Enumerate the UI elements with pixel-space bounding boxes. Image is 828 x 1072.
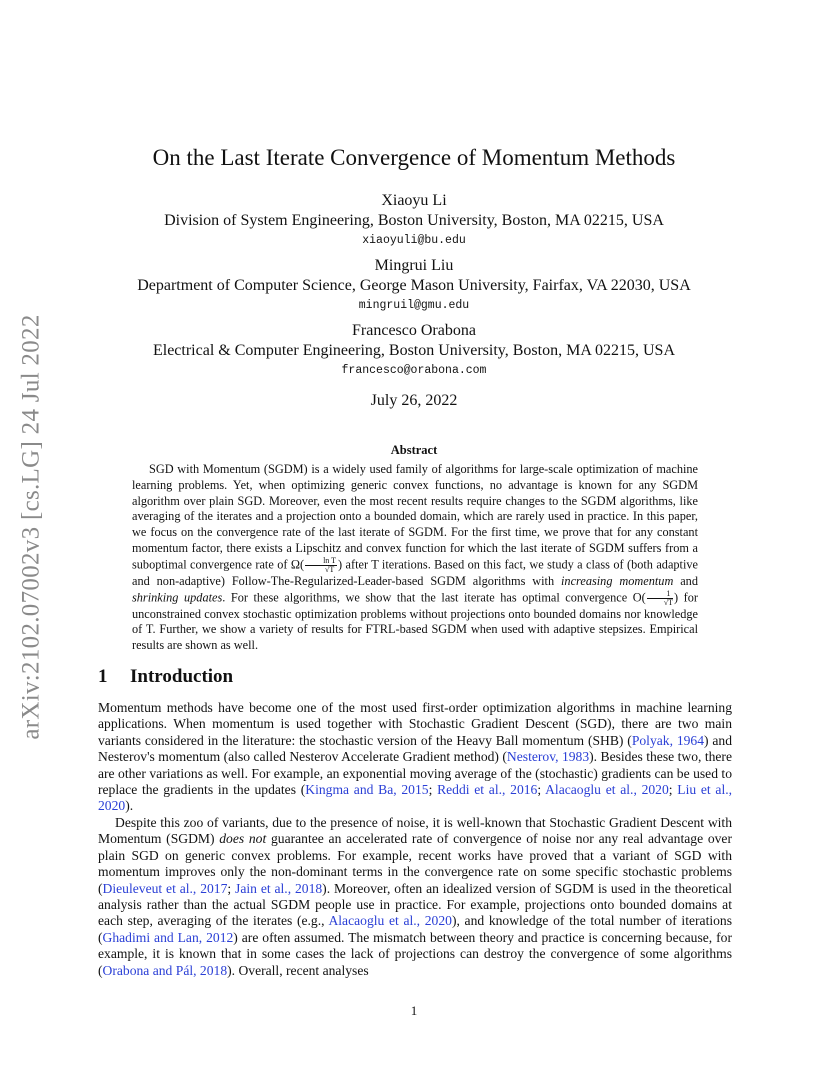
citation-link[interactable]: Orabona and Pál, 2018 <box>102 962 228 978</box>
citation-link[interactable]: Liu et al., 2020 <box>98 782 733 814</box>
author-affiliation: Electrical & Computer Engineering, Boston University, Boston, MA 02215, USA <box>152 342 676 359</box>
abstract-heading: Abstract <box>390 443 438 457</box>
author-name: Xiaoyu Li <box>381 192 447 209</box>
citation-link[interactable]: Reddi et al., 2016 <box>437 782 538 798</box>
paper-title: On the Last Iterate Convergence of Momentum Methods <box>152 145 676 170</box>
section-heading-introduction: 1 Introduction <box>98 666 234 687</box>
citation-link[interactable]: Polyak, 1964 <box>631 732 705 748</box>
citation-link[interactable]: Kingma and Ba, 2015 <box>305 782 429 798</box>
author-email[interactable]: xiaoyuli@bu.edu <box>362 234 466 247</box>
citation-link[interactable]: Jain et al., 2018 <box>235 880 323 896</box>
citation-link[interactable]: Alacaoglu et al., 2020 <box>545 782 669 798</box>
citation-link[interactable]: Alacaoglu et al., 2020 <box>328 913 452 929</box>
page-number: 1 <box>410 1003 418 1018</box>
citation-link[interactable]: Ghadimi and Lan, 2012 <box>102 929 234 945</box>
paper-date: July 26, 2022 <box>370 392 458 409</box>
intro-paragraph-1: Momentum methods have become one of the most used first-order optimization algorithms in machine learning applications. When momentum is used together with Stochastic Gradient Descent (SGD), there are two main variants considered in the literature: the stochastic version of the Heavy Ball momentum (SHB) (Polyak, 1964) and Nesterov's momentum (also called Nesterov Accelerate Gradient method) (Nesterov, 1983). Besides these two, there are other variations as well. For example, an exponential moving average of the (stochastic) gradients can be used to replace the gradients in the updates (Kingma and Ba, 2015; Reddi et al., 2016; Alacaoglu et al., 2020; Liu et al., 2020). <box>98 700 733 814</box>
author-email[interactable]: francesco@orabona.com <box>341 364 487 377</box>
arxiv-identifier: arXiv:2102.07002v3 [cs.LG] 24 Jul 2022 <box>18 314 45 740</box>
intro-paragraph-2: Despite this zoo of variants, due to the presence of noise, it is well-known that Stochastic Gradient Descent with Momentum (SGDM) does not guarantee an accelerated rate of convergence of noise nor any real advantage over plain SGD on generic convex problems. For example, recent works have proved that a variant of SGD with momentum improves only the non-dominant terms in the convergence rate on some specific stochastic problems (Dieuleveut et al., 2017; Jain et al., 2018). Moreover, often an idealized version of SGDM is used in the theoretical analysis rather than the actual SGDM people use in practice. For example, projections onto bounded domains at each step, averaging of the iterates (e.g., Alacaoglu et al., 2020), and knowledge of the total number of iterations (Ghadimi and Lan, 2012) are often assumed. The mismatch between theory and practice is concerning because, for example, it is known that in some cases the lack of projections can destroy the convergence of some algorithms (Orabona and Pál, 2018). Overall, recent analyses <box>98 815 733 978</box>
author-name: Francesco Orabona <box>352 322 476 339</box>
author-email[interactable]: mingruil@gmu.edu <box>358 299 470 312</box>
author-name: Mingrui Liu <box>374 257 454 274</box>
abstract-text: SGD with Momentum (SGDM) is a widely used family of algorithms for large-scale optimization of machine learning problems. Yet, when optimizing generic convex functions, no advantage is known for any SGDM algorithm over plain SGD. Moreover, even the most recent results require changes to the SGDM algorithms, like averaging of the iterates and a projection onto a bounded domain, which are rarely used in practice. In this paper, we focus on the convergence rate of the last iterate of SGDM. For the first time, we prove that for any constant momentum factor, there exists a Lipschitz and convex function for which the last iterate of SGDM suffers from a suboptimal convergence rate of Ω( $\frac{\text{ln T}}{√T}$ ) after T iterations. Based on this fact, we study a class of (both adaptive and non-adaptive) Follow-The-Regularized-Leader-based SGDM algorithms with increasing momentum and shrinking updates. For these algorithms, we show that the last iterate has optimal convergence O( $\frac{1}{√T}$ ) for unconstrained convex stochastic optimization problems without projections onto bounded domains nor knowledge of T. Further, we show a variety of results for FTRL-based SGDM when used with adaptive stepsizes. Empirical results are shown as well. <box>132 462 699 653</box>
author-affiliation: Department of Computer Science, George Mason University, Fairfax, VA 22030, USA <box>137 277 691 294</box>
fraction-ln-t-over-root-t: $\frac{\text{ln T}}{√T}$ <box>305 557 337 574</box>
citation-link[interactable]: Dieuleveut et al., 2017 <box>102 880 228 896</box>
citation-link[interactable]: Nesterov, 1983 <box>506 749 590 765</box>
author-affiliation: Division of System Engineering, Boston University, Boston, MA 02215, USA <box>164 212 664 229</box>
fraction-one-over-root-t: $\frac{1}{√T}$ <box>647 590 673 607</box>
